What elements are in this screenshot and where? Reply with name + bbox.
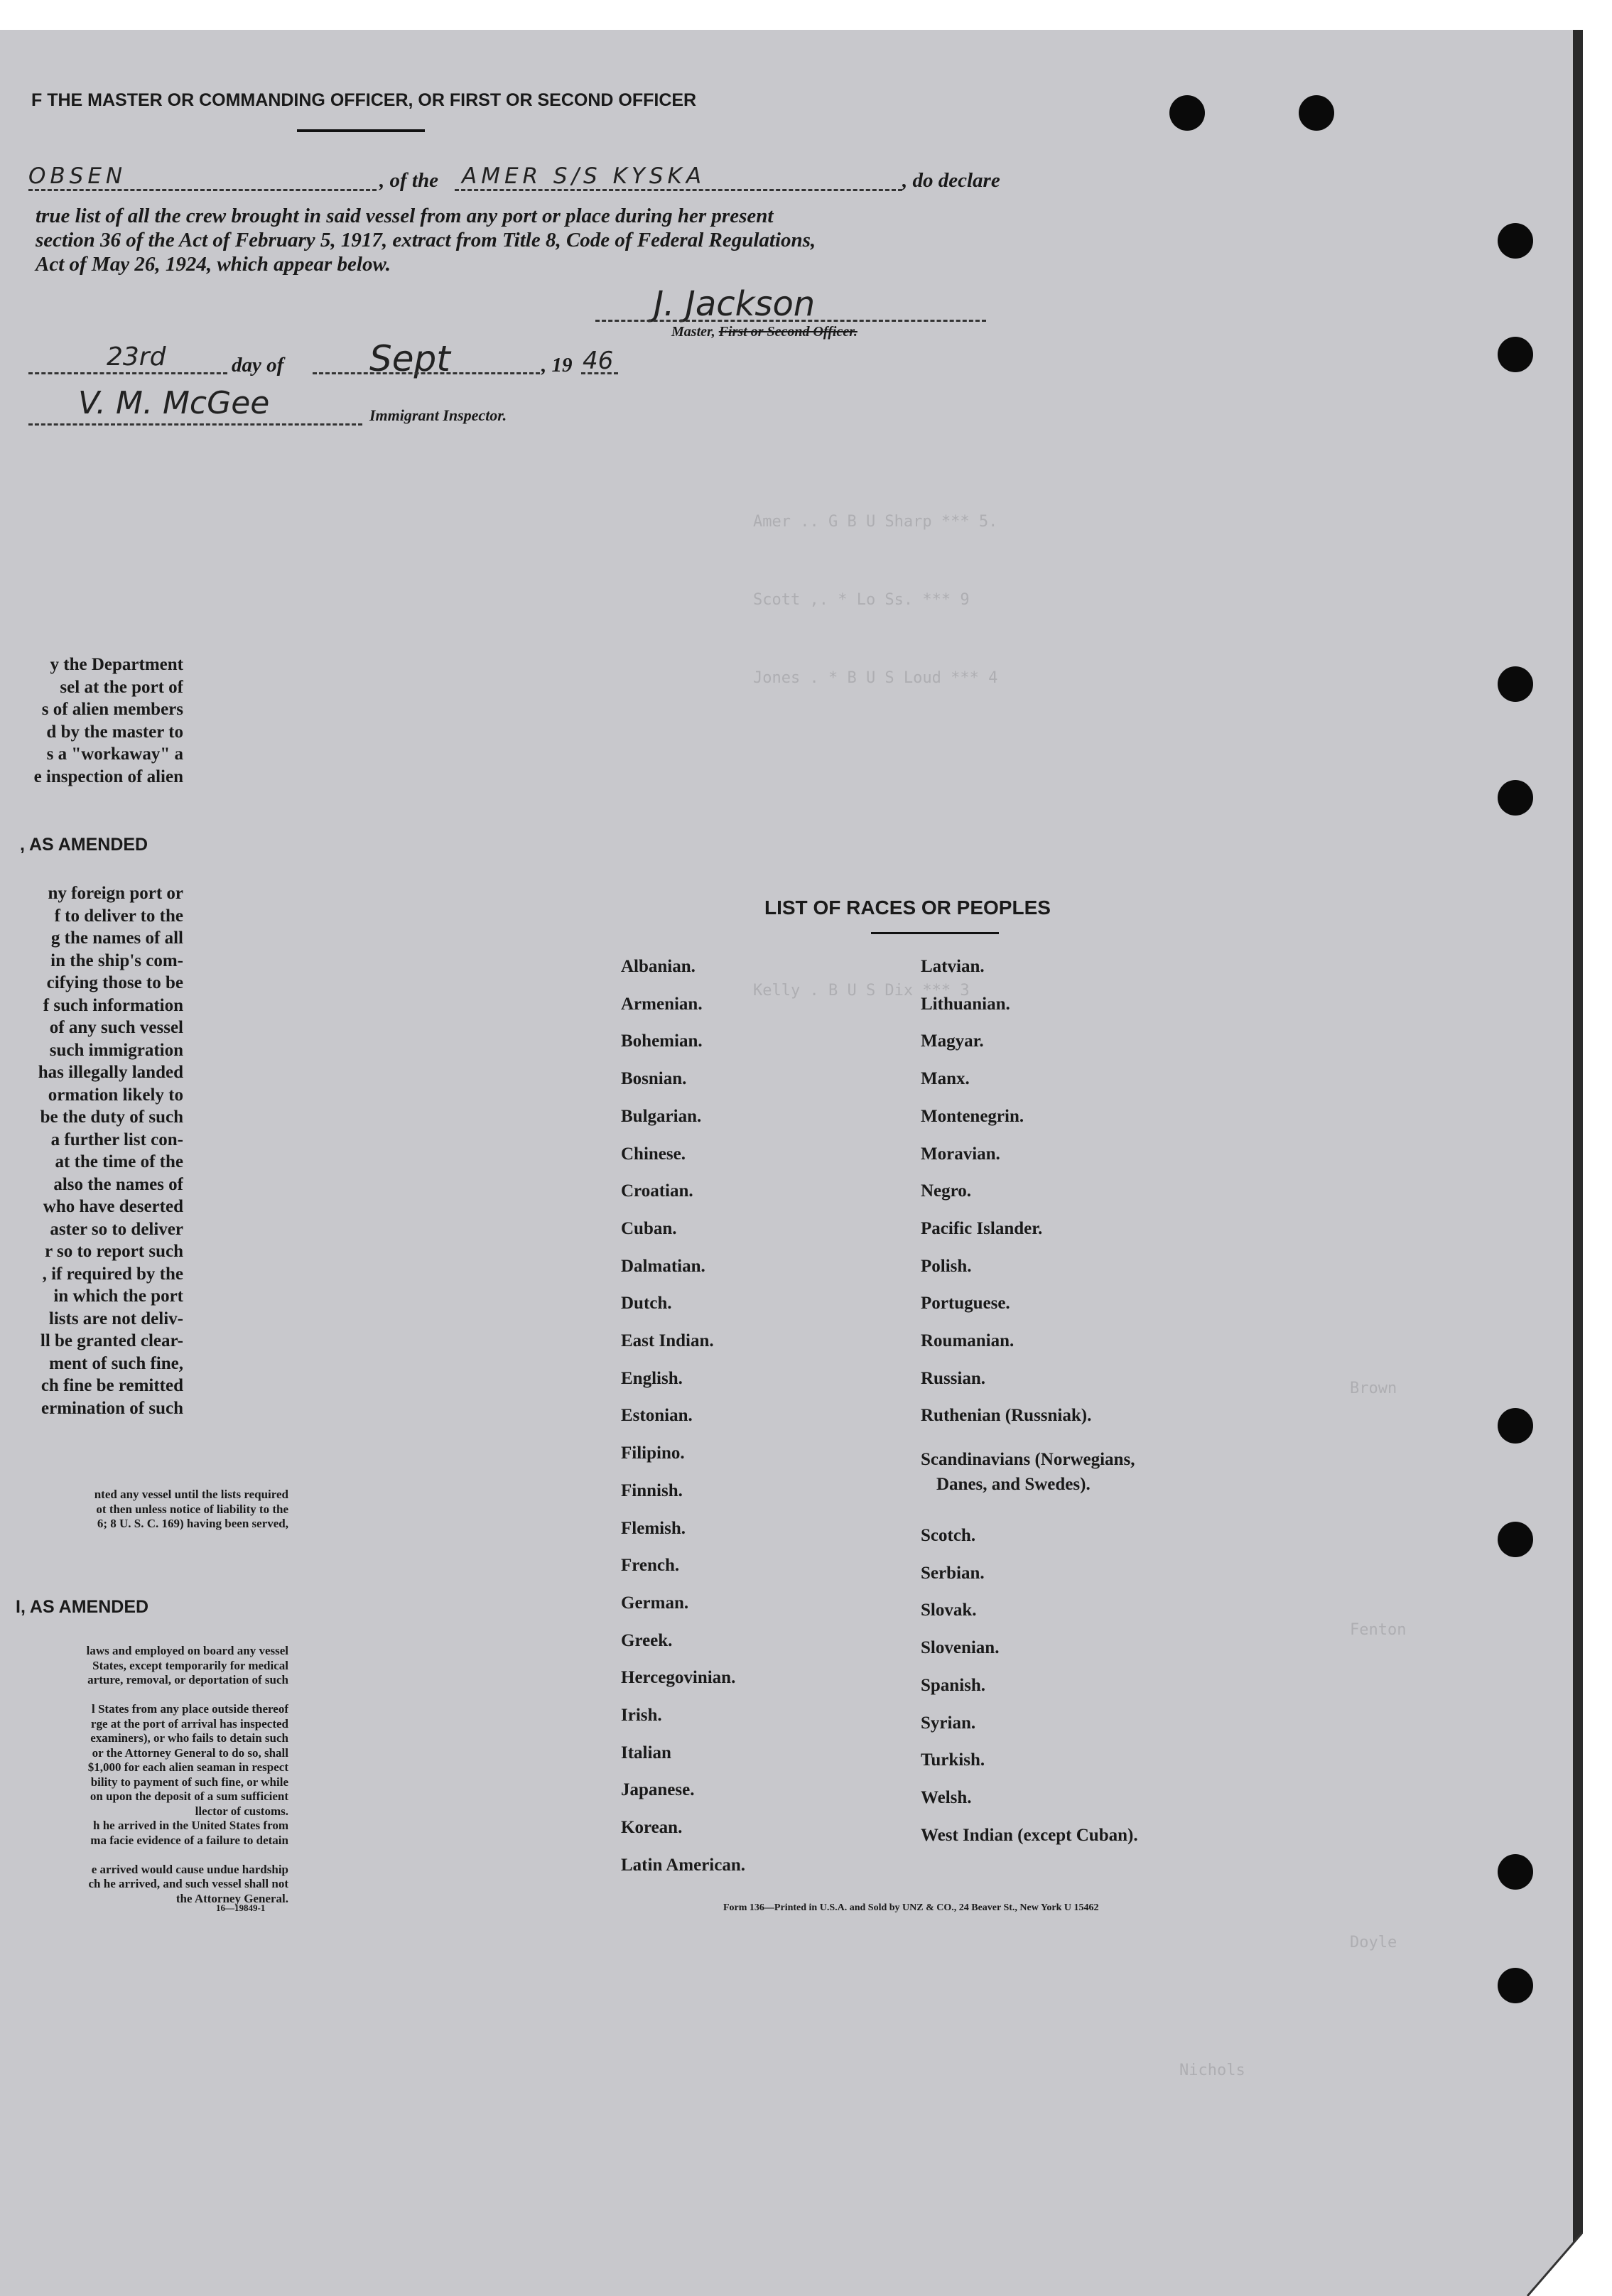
do-declare-label: , do declare (902, 169, 1000, 192)
race-entry: Roumanian. (921, 1331, 1015, 1350)
paragraph-line: s a "workaway" a (46, 744, 183, 764)
punch-hole (1498, 1968, 1533, 2003)
paragraph-line: in the ship's com- (50, 951, 183, 970)
day-of-label: day of (232, 354, 284, 377)
race-entry: Danes, and Swedes). (936, 1475, 1091, 1494)
paragraph-line: , if required by the (42, 1264, 183, 1284)
race-entry: Syrian. (921, 1713, 976, 1733)
paragraph-line: also the names of (53, 1174, 183, 1194)
punch-hole (1498, 337, 1533, 372)
paragraph-line: r so to report such (45, 1242, 183, 1261)
race-entry: Portuguese. (921, 1294, 1010, 1314)
race-entry: Finnish. (621, 1480, 683, 1500)
race-entry: Dalmatian. (621, 1256, 705, 1276)
paragraph-line: on upon the deposit of a sum sufficient (90, 1789, 288, 1803)
paragraph-line: a further list con- (50, 1130, 183, 1149)
race-entry: Croatian. (621, 1181, 693, 1201)
race-entry: Hercegovinian. (621, 1668, 736, 1688)
race-entry: Ruthenian (Russniak). (921, 1406, 1092, 1426)
paragraph-line (0, 1688, 288, 1703)
paragraph-line: e arrived would cause undue hardship (91, 1862, 288, 1876)
race-entry: Dutch. (621, 1294, 672, 1314)
left-paragraph-4 (0, 1644, 288, 1906)
paragraph-line: llector of customs. (195, 1804, 288, 1818)
paragraph-line: aster so to deliver (50, 1219, 183, 1239)
paragraph-line: cifying those to be (46, 973, 183, 992)
date-year: 46 (583, 347, 614, 375)
signature-role (671, 324, 858, 340)
declaration-line-2: true list of all the crew brought in said vessel from any port or place during her present (36, 205, 774, 227)
race-entry: Scotch. (921, 1526, 976, 1545)
heading-as-amended-2: I, AS AMENDED (16, 1597, 149, 1617)
of-the-label: , of the (379, 169, 438, 192)
role-struck: First or Second Officer. (718, 324, 858, 340)
left-paragraph-2 (0, 882, 183, 1419)
paragraph-line: or the Attorney General to do so, shall (92, 1745, 288, 1760)
master-signature: J. Jackson (654, 284, 816, 324)
race-entry: Moravian. (921, 1144, 1000, 1164)
paragraph-line: 6; 8 U. S. C. 169) having been served, (97, 1517, 288, 1530)
paragraph-line: ch fine be remitted (40, 1376, 183, 1395)
race-entry: Korean. (621, 1818, 683, 1838)
race-entry: Irish. (621, 1706, 662, 1725)
paragraph-line: g the names of all (50, 928, 183, 948)
paragraph-line: ny foreign port or (48, 884, 183, 903)
paragraph-line: d by the master to (46, 722, 183, 742)
race-entry: Pacific Islander. (921, 1218, 1043, 1238)
document-page: Amer .. G B U Sharp *** 5. Scott ,. * Lo Ss. *** 9 Jones . * B U S Loud *** 4 Kelly . B U S Dix *** 3 Brown Fenton Doyle Nichols F THE MASTER OR COMMANDING OFFICER, OR FIRST OR SECOND OFFICER OBSEN , of the AMER S/S KYSKA , do declare true list of all the crew brought in said vessel from any port or place during her present section 36 of the Act of February 5, 1917, extract from Title 8, Code of Federal Regulations, Act of May 26, 1924, which appear below. J. Jackson Master, First or Second Officer. 23rd day of Sept , 19 46 V. M. McGee Immigrant Inspector. y the Department sel at the port of s of alien members d by the master to s a "workaway" a e inspection of alien , AS AMENDED ny foreign port or f to deliver to the g the names of all in the ship's com- cifying those to be f such information of any such vessel such immigration has illegally landed ormation likely to be the duty of such a further list con- at the time of the also the names of who have deserted aster so to deliver r so to report such , if required by the in which the port lists are not deliv- ll be granted clear- ment of such fine, ch fine be remitted ermination of such nted any vessel until the lists required ot then unless notice of liability to the 6; 8 U. S. C. 169) having been served, I, AS AMENDED laws and employed on board any vessel States, except temporarily for medical arture, removal, or deportation of such l States from any place outside thereof rge at the port of arrival has inspected examiners), or who fails to detain such or the Attorney General to do so, shall $1,000 for each alien seaman in respect bility to payment of such fine, or while on upon the deposit of a sum sufficient llector of customs. h he arrived in the United States from ma facie evidence of a failure to detain e arrived would cause undue hardship ch he arrived, and such vessel shall not the Attorney General. 16—19849-1 LIST OF RACES OR PEOPLES Form 136—Printed in U.S.A. and Sold by UNZ & CO., 24 Beaver St., New York U 15462 Albanian. Armenian. Bohemian. Bosnian. Bulgarian. Chinese. Croatian. Cuban. Dalmatian. Dutch. East Indian. English. Estonian. Filipino. Finnish. Flemish. French. German. Greek. Hercegovinian. Irish. Italian Japanese. Korean. Latin American. Latvian. Lithuanian. Magyar. Manx. Montenegrin. Moravian. Negro. Pacific Islander. Polish. Portuguese. Roumanian. Russian. Ruthenian (Russniak). Scandinavians (Norwegians, Danes, and Swedes). Scotch. Serbian. Slovak. Slovenian. Spanish. Syrian. Turkish. Welsh. West Indian (except Cuban). (0, 30, 1583, 2296)
vessel-name: AMER S/S KYSKA (462, 163, 706, 189)
paragraph-line: ma facie evidence of a failure to detain (90, 1833, 288, 1847)
paragraph-line: ch he arrived, and such vessel shall not (88, 1877, 288, 1890)
paragraph-line: laws and employed on board any vessel (86, 1644, 288, 1657)
paragraph-line: bility to payment of such fine, or while (90, 1775, 288, 1789)
race-entry: West Indian (except Cuban). (921, 1825, 1138, 1845)
paragraph-line: sel at the port of (60, 677, 183, 697)
punch-hole (1498, 1522, 1533, 1557)
paragraph-line: ormation likely to (48, 1085, 183, 1105)
paragraph-line: l States from any place outside thereof (91, 1702, 288, 1716)
race-entry: Japanese. (621, 1780, 695, 1800)
folded-corner (1513, 2232, 1583, 2296)
paragraph-line: has illegally landed (38, 1063, 183, 1082)
race-entry: French. (621, 1556, 680, 1576)
paragraph-line: arture, removal, or deportation of such (87, 1673, 288, 1686)
punch-hole (1498, 223, 1533, 259)
race-entry: Italian (621, 1743, 671, 1762)
race-entry: Slovenian. (921, 1638, 1000, 1658)
race-entry: Flemish. (621, 1518, 686, 1538)
crew-name-fragment: OBSEN (28, 163, 127, 189)
form-footer: Form 136—Printed in U.S.A. and Sold by UNZ & CO., 24 Beaver St., New York U 15462 (723, 1902, 1099, 1913)
punch-hole (1498, 666, 1533, 702)
date-month: Sept (369, 338, 450, 379)
race-entry: English. (621, 1368, 683, 1388)
paragraph-line: ot then unless notice of liability to the (96, 1502, 288, 1516)
paragraph-line: in which the port (53, 1287, 183, 1306)
race-entry: Greek. (621, 1630, 673, 1650)
vessel-fill-line (455, 189, 902, 191)
page-edge-shadow (1573, 30, 1583, 2296)
declaration-line-3: section 36 of the Act of February 5, 1917, extract from Title 8, Code of Federal Regulations, (36, 229, 816, 251)
paragraph-line: h he arrived in the United States from (93, 1819, 288, 1832)
day-fill-line (28, 372, 227, 374)
paragraph-line: States, except temporarily for medical (92, 1658, 288, 1672)
header-rule (297, 129, 425, 132)
punch-hole (1498, 1408, 1533, 1444)
race-entry: Cuban. (621, 1218, 677, 1238)
race-entry: Slovak. (921, 1601, 977, 1620)
paragraph-line (0, 1848, 288, 1863)
paragraph-line: be the duty of such (40, 1108, 183, 1127)
race-entry: Serbian. (921, 1563, 985, 1583)
race-entry: Bohemian. (621, 1031, 703, 1051)
race-entry: Lithuanian. (921, 994, 1010, 1014)
date-day: 23rd (107, 342, 166, 372)
paragraph-line: f to deliver to the (54, 906, 183, 926)
signature-line (595, 320, 986, 322)
paragraph-line: lists are not deliv- (48, 1309, 183, 1328)
race-entry: Magyar. (921, 1031, 984, 1051)
name-fill-line (28, 189, 377, 191)
race-entry: Turkish. (921, 1750, 985, 1770)
race-entry: Welsh. (921, 1787, 972, 1807)
paragraph-line: of any such vessel (49, 1018, 183, 1037)
month-fill-line (313, 372, 540, 374)
race-entry: Polish. (921, 1256, 972, 1276)
inspector-fill-line (28, 423, 362, 426)
race-entry: East Indian. (621, 1331, 714, 1350)
left-paragraph-3 (0, 1488, 288, 1532)
paragraph-line: ermination of such (41, 1398, 183, 1418)
form-number-left: 16—19849-1 (216, 1902, 266, 1913)
paragraph-line: rge at the port of arrival has inspected (90, 1716, 288, 1731)
race-entry: Bosnian. (621, 1069, 687, 1089)
punch-hole (1498, 1854, 1533, 1890)
punch-hole (1169, 95, 1205, 131)
race-entry: Manx. (921, 1069, 970, 1089)
races-title: LIST OF RACES OR PEOPLES (764, 897, 1051, 919)
paragraph-line: at the time of the (55, 1152, 183, 1171)
header-title: F THE MASTER OR COMMANDING OFFICER, OR FIRST OR SECOND OFFICER (31, 90, 697, 110)
race-entry: Latvian. (921, 957, 985, 976)
race-entry: Filipino. (621, 1444, 685, 1463)
punch-hole (1299, 95, 1334, 131)
year-prefix: , 19 (541, 354, 573, 377)
race-entry: Scandinavians (Norwegians, (921, 1450, 1135, 1469)
inspector-signature: V. M. McGee (78, 385, 270, 421)
heading-as-amended-1: , AS AMENDED (20, 835, 148, 855)
race-entry: Estonian. (621, 1406, 693, 1426)
race-entry: Latin American. (621, 1855, 745, 1875)
race-entry: Albanian. (621, 957, 696, 976)
race-entry: Russian. (921, 1368, 986, 1388)
paragraph-line: who have deserted (43, 1197, 183, 1216)
paragraph-line: nted any vessel until the lists required (94, 1488, 288, 1501)
race-entry: Chinese. (621, 1144, 686, 1164)
paragraph-line: such immigration (49, 1040, 183, 1060)
races-title-rule (871, 932, 999, 934)
race-entry: Bulgarian. (621, 1106, 702, 1126)
year-fill-line (581, 372, 618, 374)
race-entry: Negro. (921, 1181, 972, 1201)
declaration-line-4: Act of May 26, 1924, which appear below. (36, 253, 391, 276)
race-entry: German. (621, 1593, 689, 1613)
inspector-label: Immigrant Inspector. (369, 406, 507, 424)
paragraph-line: ment of such fine, (49, 1353, 183, 1373)
paragraph-line: y the Department (50, 655, 183, 674)
left-paragraph-1 (0, 654, 183, 788)
paragraph-line: e inspection of alien (33, 767, 183, 786)
paragraph-line: $1,000 for each alien seaman in respect (87, 1760, 288, 1774)
race-entry: Armenian. (621, 994, 703, 1014)
paragraph-line: ll be granted clear- (40, 1331, 183, 1350)
paragraph-line: s of alien members (41, 700, 183, 719)
paragraph-line: f such information (43, 995, 183, 1015)
race-entry: Montenegrin. (921, 1106, 1024, 1126)
paragraph-line: the Attorney General. (175, 1891, 288, 1905)
race-entry: Spanish. (921, 1675, 986, 1695)
paragraph-line: examiners), or who fails to detain such (90, 1731, 288, 1745)
punch-hole (1498, 780, 1533, 816)
role-master: Master, (671, 324, 719, 340)
